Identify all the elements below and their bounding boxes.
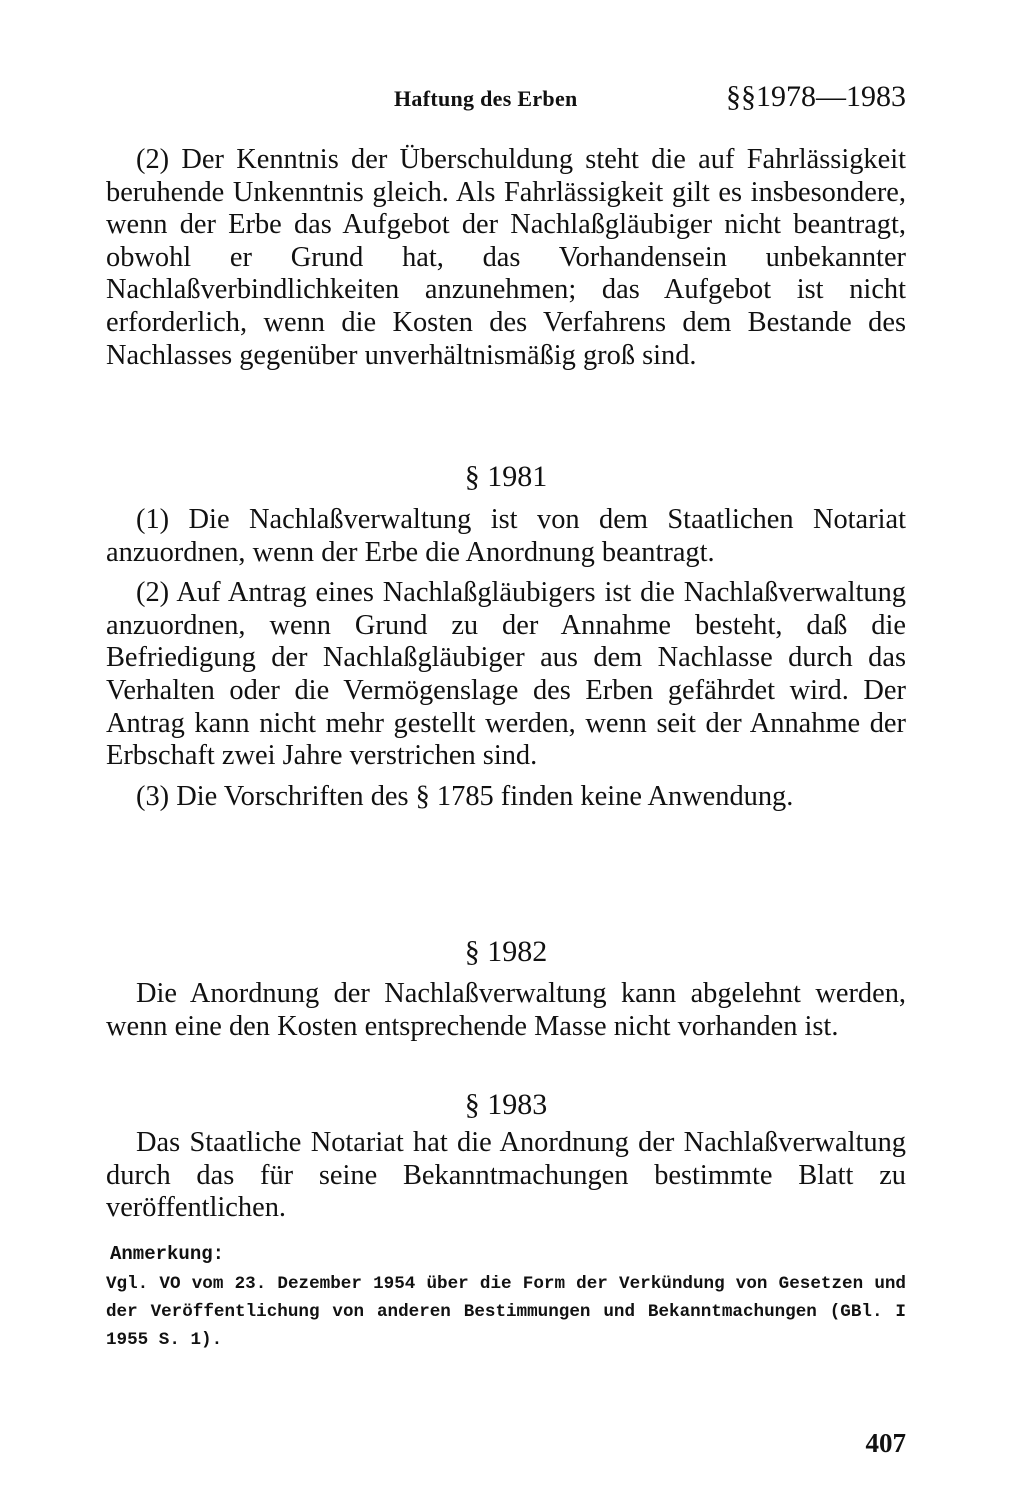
- section-heading-1983: § 1983: [464, 1088, 548, 1121]
- section-range: §§1978—1983: [726, 80, 906, 113]
- note-label: Anmerkung:: [110, 1243, 225, 1265]
- paragraph-1981-1: (1) Die Nachlaßverwaltung ist von dem Staatlichen Notariat anzuordnen, wenn der Erbe die Anordnung beantragt.: [106, 504, 906, 568]
- paragraph-1981-2: (2) Auf Antrag eines Nachlaßgläubigers ist die Nachlaßverwaltung anzuordnen, wenn Grund zu der Annahme besteht, daß die Befriedigung der Nachlaßgläubiger aus dem Nachlasse durch das Verhalten oder die Vermögenslage des Erben gefährdet wird. Der Antrag kann nicht mehr gestellt werden, wenn seit der Annahme der Erbschaft zwei Jahre verstrichen sind.: [106, 577, 906, 772]
- paragraph-1982: Die Anordnung der Nachlaßverwaltung kann abgelehnt werden, wenn eine den Kosten entsprechende Masse nicht vorhanden ist.: [106, 978, 906, 1042]
- paragraph-1980-2: (2) Der Kenntnis der Überschuldung steht die auf Fahrlässigkeit beruhende Unkenntnis gleich. Als Fahrlässigkeit gilt es insbesondere, wenn der Erbe das Aufgebot der Nachlaßgläubiger nicht beantragt, obwohl er Grund hat, das Vorhandensein unbekannter Nachlaßverbindlichkeiten anzunehmen; das Aufgebot ist nicht erforderlich, wenn die Kosten des Verfahrens dem Bestande des Nachlasses gegenüber unverhältnismäßig groß sind.: [106, 144, 906, 371]
- note-text: Vgl. VO vom 23. Dezember 1954 über die Form der Verkündung von Gesetzen und der Veröffentlichung von anderen Bestimmungen und Bekanntmachungen (GBl. I 1955 S. 1).: [106, 1274, 906, 1350]
- paragraph-1980-2-block: [106, 144, 906, 372]
- section-1983-body: [106, 1127, 906, 1225]
- section-heading-1982: § 1982: [464, 935, 548, 968]
- section-1982-body: [106, 978, 906, 1043]
- annotation-note: [106, 1240, 906, 1354]
- section-heading-1981: § 1981: [464, 460, 548, 493]
- page-number: 407: [865, 1428, 906, 1458]
- page-header: [106, 80, 906, 120]
- paragraph-1983: Das Staatliche Notariat hat die Anordnung der Nachlaßverwaltung durch das für seine Bekanntmachungen bestimmte Blatt zu veröffentlichen.: [106, 1127, 906, 1224]
- running-head: Haftung des Erben: [394, 86, 578, 111]
- document-page: [106, 80, 906, 1460]
- paragraph-1981-3: (3) Die Vorschriften des § 1785 finden keine Anwendung.: [136, 780, 794, 812]
- section-1981-body: [106, 504, 906, 813]
